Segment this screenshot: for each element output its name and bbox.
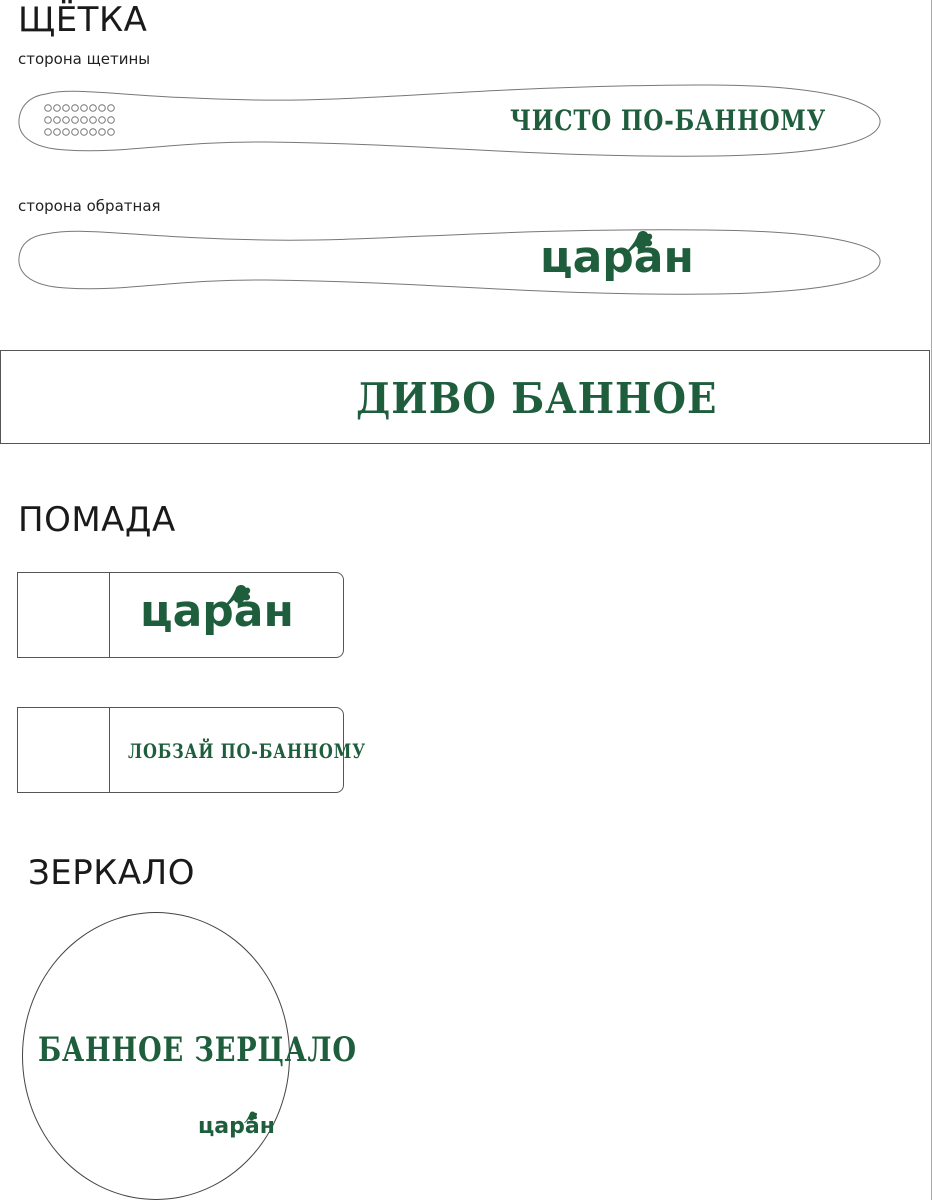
back-side-label: сторона обратная <box>18 197 161 215</box>
bristle-side-slogan: ЧИСТО ПО-БАННОМУ <box>510 104 827 137</box>
mirror-section-title: ЗЕРКАЛО <box>28 853 196 893</box>
lipstick-1-brand: царан <box>140 586 294 637</box>
brush-section-title: ЩЁТКА <box>18 0 148 40</box>
lipstick-1-cap <box>18 573 110 657</box>
mirror-slogan: БАННОЕ ЗЕРЦАЛО <box>38 1030 357 1070</box>
toothbrush-back-side <box>16 222 886 300</box>
mirror-brand: царан <box>198 1114 275 1139</box>
bristle-side-label: сторона щетины <box>18 50 151 68</box>
banner-text: ДИВО БАННОЕ <box>356 374 718 423</box>
lipstick-section-title: ПОМАДА <box>18 500 176 540</box>
back-side-brand: царан <box>540 232 694 283</box>
lipstick-2-slogan: ЛОБЗАЙ ПО-БАННОМУ <box>128 739 366 763</box>
lipstick-2-cap <box>18 708 110 792</box>
bristle-holes <box>45 105 115 136</box>
